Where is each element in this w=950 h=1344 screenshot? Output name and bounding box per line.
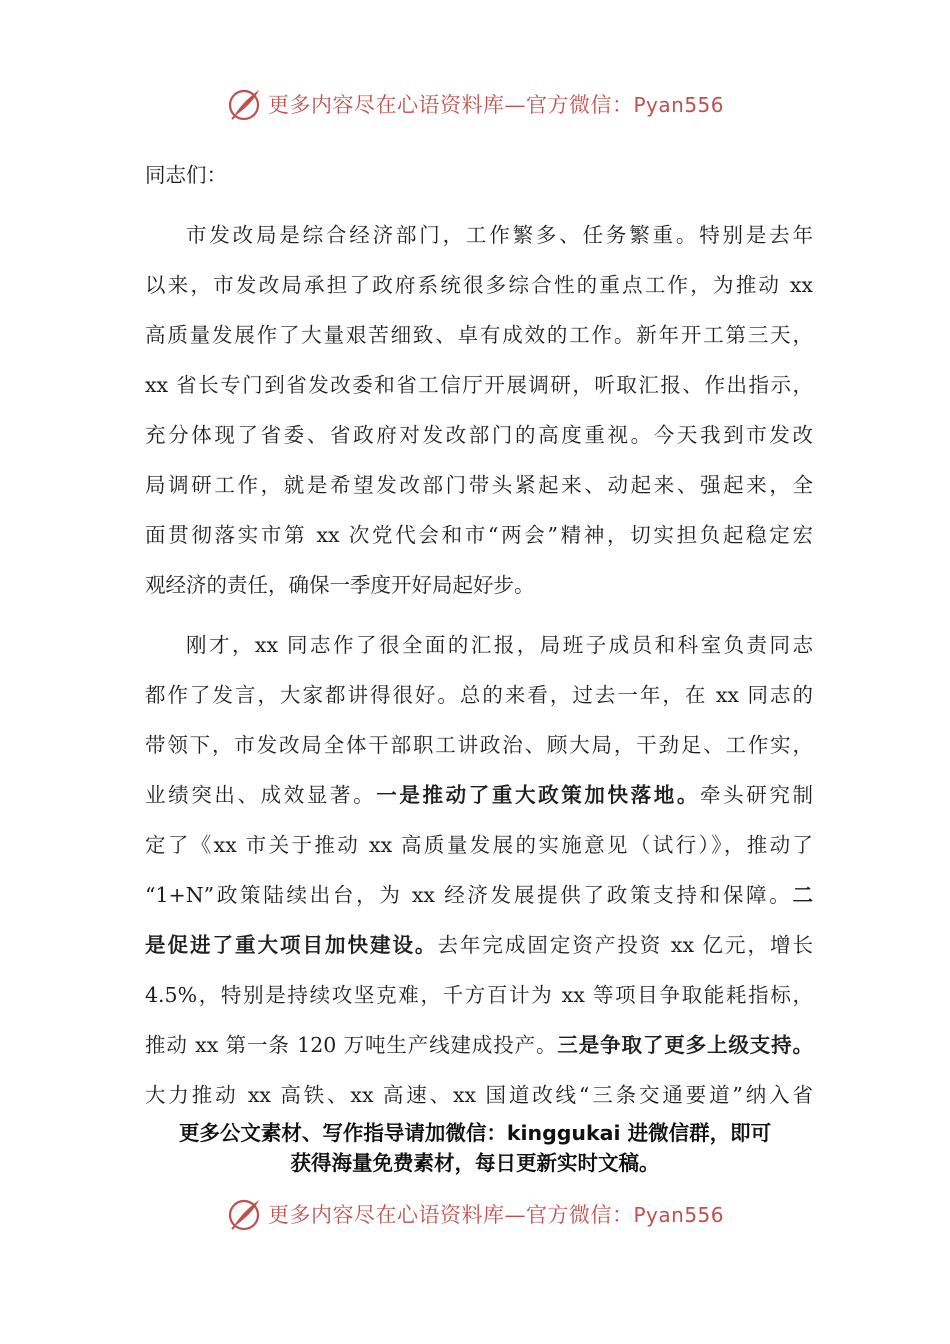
paragraph-line: 局调研工作，就是希望发改部门带头紧起来、动起来、强起来，全 [145,473,813,497]
highlight-point-2-start: 二 [792,883,813,907]
paragraph-line: 推动 xx 第一条 120 万吨生产线建成投产。三是争取了更多上级支持。 [145,1033,814,1057]
paragraph-line: 以来，市发改局承担了政府系统很多综合性的重点工作，为推动 xx [145,273,813,297]
paragraph-line: 4.5%，特别是持续攻坚克难，千方百计为 xx 等项目争取能耗指标， [145,983,813,1007]
header-banner-text: 更多内容尽在心语资料库—官方微信：Pyan556 [267,93,724,117]
paragraph-line: 市发改局是综合经济部门，工作繁多、任务繁重。特别是去年 [186,223,813,247]
paragraph-line: 高质量发展作了大量艰苦细致、卓有成效的工作。新年开工第三天， [145,323,813,347]
promo-notice [0,1118,950,1178]
paragraph-line: “1+N”政策陆续出台，为 xx 经济发展提供了政策支持和保障。二 [145,883,813,907]
footer-banner [0,1194,950,1234]
paragraph-line: 是促进了重大项目加快建设。去年完成固定资产投资 xx 亿元，增长 [145,933,814,957]
document-body [145,150,813,1130]
paragraph-line: 大力推动 xx 高铁、xx 高速、xx 国道改线“三条交通要道”纳入省 [145,1083,813,1107]
promo-notice-line: 获得海量免费素材，每日更新实时文稿。 [290,1151,660,1175]
footer-wechat-id: Pyan556 [633,1203,724,1227]
quill-logo-icon [226,86,262,122]
header-banner [0,84,950,124]
paragraph-line: 充分体现了省委、省政府对发改部门的高度重视。今天我到市发改 [145,423,813,447]
quill-logo-icon [226,1196,262,1232]
paragraph-line: 定了《xx 市关于推动 xx 高质量发展的实施意见（试行）》，推动了 [145,833,813,857]
footer-banner-text: 更多内容尽在心语资料库—官方微信：Pyan556 [267,1203,724,1227]
paragraph-line: 刚才，xx 同志作了很全面的汇报，局班子成员和科室负责同志 [186,633,813,657]
salutation: 同志们： [145,163,227,187]
highlight-point-2: 是促进了重大项目加快建设。 [145,933,438,957]
header-wechat-id: Pyan556 [633,93,724,117]
highlight-point-3: 三是争取了更多上级支持。 [557,1033,814,1057]
paragraph-line: 业绩突出、成效显著。一是推动了重大政策加快落地。牵头研究制 [145,783,813,807]
paragraph-line: 都作了发言，大家都讲得很好。总的来看，过去一年，在 xx 同志的 [145,683,813,707]
paragraph-line: xx 省长专门到省发改委和省工信厅开展调研，听取汇报、作出指示， [145,373,813,397]
paragraph-line: 带领下，市发改局全体干部职工讲政治、顾大局，干劲足、工作实， [145,733,813,757]
promo-notice-line: 更多公文素材、写作指导请加微信：kinggukai 进微信群，即可 [178,1121,772,1145]
paragraph-2 [145,620,813,1120]
highlight-point-1: 一是推动了重大政策加快落地。 [376,783,700,807]
paragraph-line: 观经济的责任，确保一季度开好局起好步。 [145,573,535,597]
paragraph-line: 面贯彻落实市第 xx 次党代会和市“两会”精神，切实担负起稳定宏 [145,523,813,547]
paragraph-1 [145,210,813,610]
